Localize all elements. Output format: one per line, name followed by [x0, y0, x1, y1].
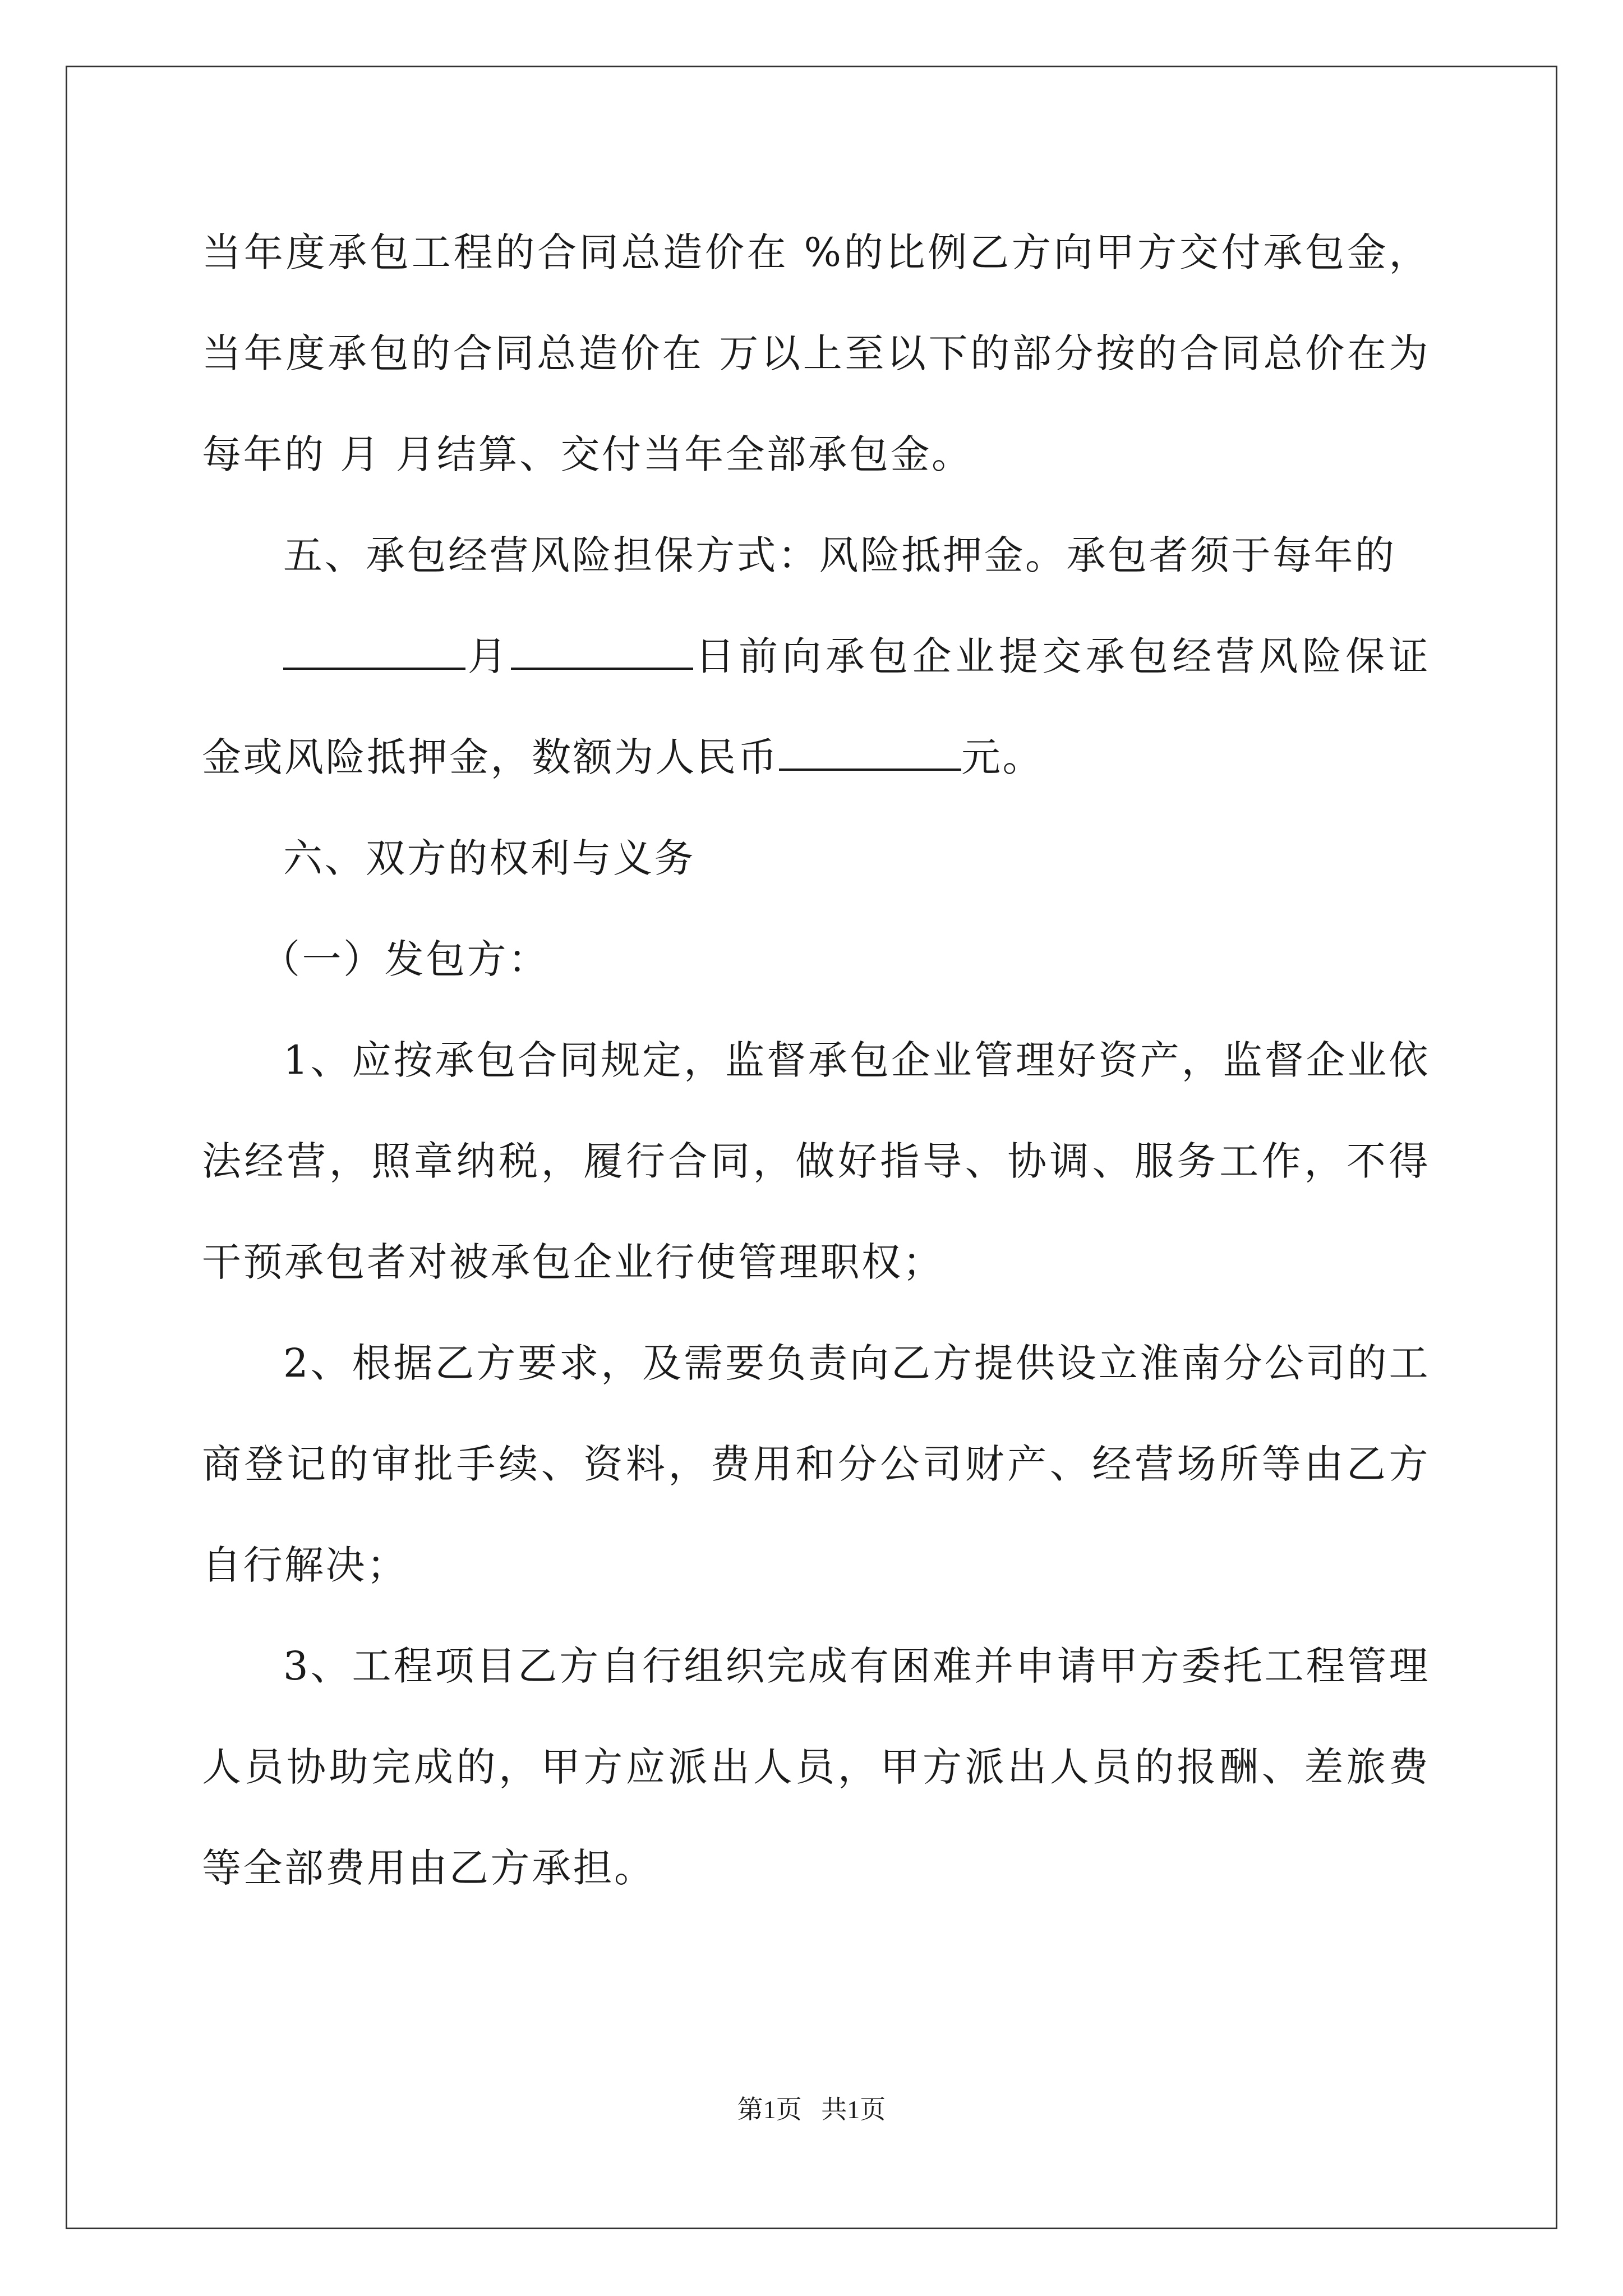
subsection-heading-contractor: （一）发包方：: [261, 936, 550, 982]
list-item-2: 2、根据乙方要求，及需要负责向乙方提供设立淮南分公司的工商登记的审批手续、资料，费用和分公司财产、经营场所等由乙方自行解决；: [202, 1340, 1430, 1588]
paragraph-payment-terms: 当年度承包工程的合同总造价在 %的比例乙方向甲方交付承包金，当年度承包的合同总造价在 万以上至以下的部分按的合同总价在为每年的 月 月结算、交付当年全部承包金。: [202, 229, 1430, 477]
blank-field-day: [511, 633, 693, 670]
document-body: [202, 202, 1430, 1918]
page-footer: [0, 2089, 1623, 2126]
page-number: 第1页: [737, 2095, 802, 2124]
text-deposit-body: 日前向承包企业提交承包经营风险保证金或风险抵押金，数额为人民币: [202, 633, 1431, 780]
paragraph-deposit-deadline: [202, 606, 1430, 808]
page-total: 共1页: [821, 2095, 886, 2124]
list-item-3: 3、工程项目乙方自行组织完成有困难并申请甲方委托工程管理人员协助完成的，甲方应派出人员，甲方派出人员的报酬、差旅费等全部费用由乙方承担。: [202, 1643, 1430, 1891]
paragraph-risk-guarantee: 五、承包经营风险担保方式：风险抵押金。承包者须于每年的: [283, 532, 1396, 578]
label-month: 月: [465, 633, 511, 679]
blank-field-month: [283, 633, 465, 670]
text-currency-unit: 元。: [961, 734, 1044, 780]
list-item-1: 1、应按承包合同规定，监督承包企业管理好资产，监督企业依法经营，照章纳税，履行合同，做好指导、协调、服务工作，不得干预承包者对被承包企业行使管理职权；: [202, 1037, 1430, 1285]
blank-field-amount: [779, 734, 961, 771]
section-heading-rights-obligations: 六、双方的权利与义务: [283, 835, 695, 881]
